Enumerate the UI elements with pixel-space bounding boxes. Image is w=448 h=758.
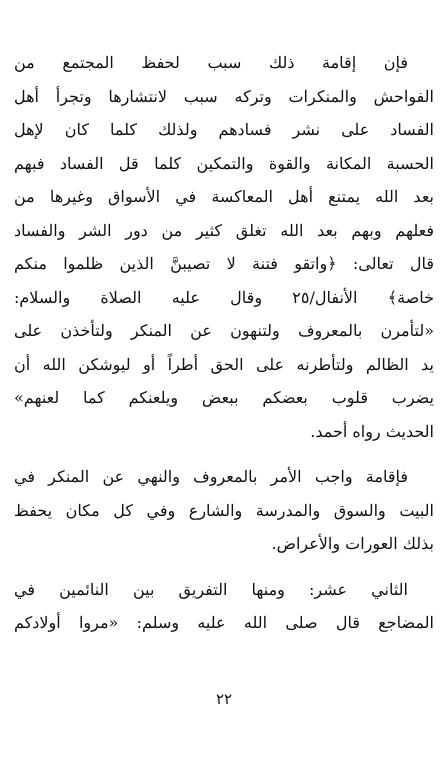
paragraph-1: [14, 46, 434, 448]
hadith-quote-line: «لتأمرن بالمعروف ولتنهون عن المنكر ولتأخذن على: [14, 321, 434, 340]
paragraph-2: [14, 460, 434, 561]
text-line: الحسبة المكانة والقوة والتمكين كلما قل الفساد فبهم: [14, 153, 434, 173]
paragraph-gap: [14, 448, 434, 460]
paragraph-3: [14, 573, 434, 640]
hadith-source-line: الحديث رواه أحمد.: [310, 421, 434, 441]
text-line: فإن إقامة ذلك سبب لحفظ المجتمع من: [14, 53, 408, 72]
text-line: فعلهم وبهم بعد الله تغلق كثير من دور الشر والفساد: [14, 220, 434, 240]
text-line: الفساد على نشر فسادهم ولذلك كلما كان لإهل: [14, 120, 434, 139]
page-number: ٢٢: [215, 690, 233, 708]
paragraph-gap: [14, 561, 434, 573]
text-line: بعد الله يمتنع أهل المعاكسة في الأسواق وغيرها من: [14, 187, 434, 206]
page-body: [14, 46, 434, 640]
text-line: الفواحش والمنكرات وتركه سبب لانتشارها وتجرأ أهل: [14, 86, 434, 106]
text-line: المضاجع قال صلى الله عليه وسلم: «مروا أولادكم: [14, 613, 434, 632]
hadith-quote-line: يد الظالم ولتأطرنه على الحق أطراً أو ليوشكن الله أن: [14, 354, 434, 374]
quran-quote-line: قال تعالى: ﴿واتقو فتنة لا تصيبنَّ الذين ظلموا منكم: [14, 254, 434, 273]
text-line: فإقامة واجب الأمر بالمعروف والنهي عن المنكر في: [14, 467, 408, 486]
text-line: البيت والسوق والمدرسة والشارع وفي كل مكان يحفظ: [14, 500, 434, 520]
text-line: بذلك العورات والأعراض.: [271, 534, 434, 553]
quran-quote-line: خاصة﴾ الأنفال/٢٥ وقال عليه الصلاة والسلام:: [14, 287, 434, 307]
hadith-quote-line: يضرب قلوب بعضكم ببعض ويلعنكم كما لعنهم»: [14, 388, 434, 407]
section-heading-line: الثاني عشر: ومنها التفريق بين النائمين في: [14, 579, 408, 599]
